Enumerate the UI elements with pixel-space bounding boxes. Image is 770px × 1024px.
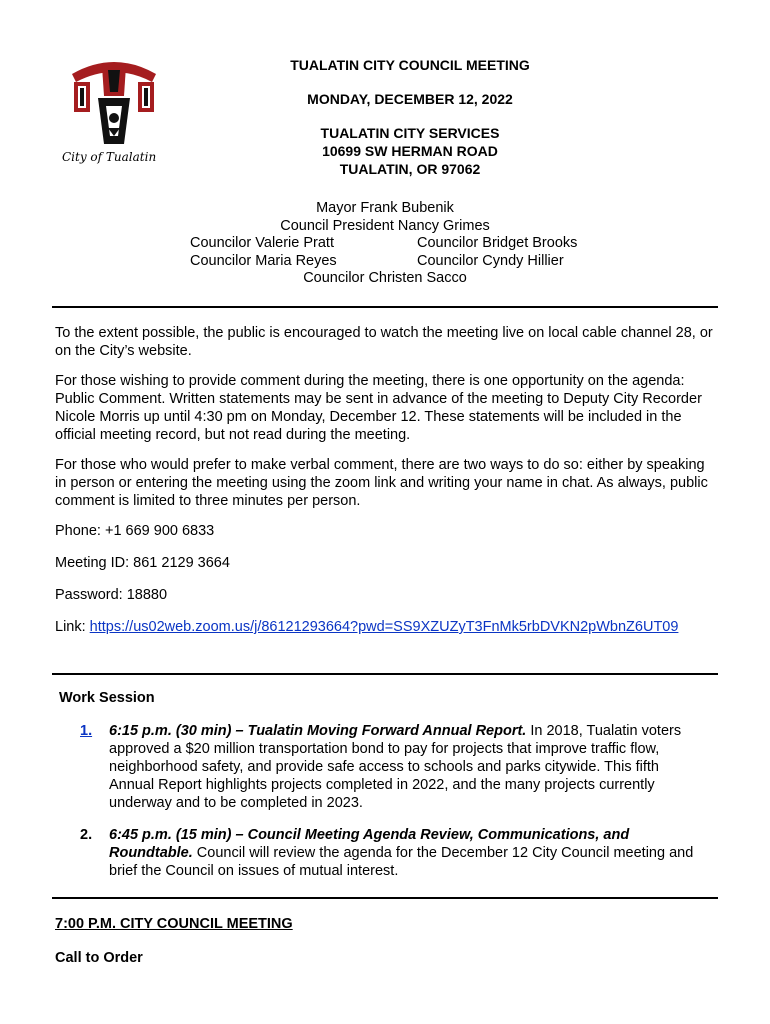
meeting-title: TUALATIN CITY COUNCIL MEETING <box>290 57 530 73</box>
agenda-item <box>80 722 700 812</box>
councilor: Councilor Maria Reyes <box>190 252 337 269</box>
venue-name: TUALATIN CITY SERVICES <box>320 125 500 141</box>
divider <box>52 306 718 308</box>
councilor: Councilor Valerie Pratt <box>190 235 334 252</box>
agenda-item-heading: 6:15 p.m. (30 min) – Tualatin Moving Forward Annual Report. <box>109 723 527 739</box>
divider <box>52 673 718 675</box>
call-to-order: Call to Order <box>55 950 143 966</box>
logo-caption: City of Tualatin <box>62 150 157 164</box>
agenda-item-heading: 6:45 p.m. (15 min) – Council Meeting Agenda Review, Communications, and Roundtable. <box>109 827 630 861</box>
meeting-date: MONDAY, DECEMBER 12, 2022 <box>307 91 513 107</box>
council-president: Council President Nancy Grimes <box>280 217 490 234</box>
zoom-link-line <box>55 618 715 636</box>
councilor: Councilor Cyndy Hillier <box>417 252 564 269</box>
zoom-link[interactable]: https://us02web.zoom.us/j/86121293664?pwd=SS9XZUZyT3FnMk5rbDVKN2pWbnZ6UT09 <box>89 619 679 635</box>
councilor: Councilor Bridget Brooks <box>417 235 578 252</box>
agenda-item <box>80 826 700 880</box>
agenda-item-text: In 2018, Tualatin voters approved a $20 million transportation bond to pay for projects that improve traffic flow, neighborhood safety, and provide safe access to schools and parks citywide. This fifth Annual Report highlights projects completed in 2022, and the many projects currently underway and to be completed in 2023. <box>109 723 682 811</box>
phone: Phone: +1 669 900 6833 <box>55 523 215 539</box>
divider <box>52 897 718 899</box>
agenda-item-number-link[interactable]: 1. <box>80 723 93 739</box>
comment-paragraph: For those wishing to provide comment during the meeting, there is one opportunity on the agenda: Public Comment. Written statements may be sent in advance of the meeting to Deputy City Recorder Nicole Morris up until 4:30 pm on Monday, December 12. These statements will be included in the official meeting record, but not read during the meeting. <box>55 373 702 443</box>
meeting-id: Meeting ID: 861 2129 3664 <box>55 555 230 571</box>
intro-paragraph: To the extent possible, the public is encouraged to watch the meeting live on local cable channel 28, or on the City’s website. <box>55 325 713 359</box>
meeting-header <box>150 56 670 178</box>
password: Password: 18880 <box>55 587 168 603</box>
councilor: Councilor Christen Sacco <box>303 270 467 287</box>
council-roster <box>0 200 770 288</box>
venue-city: TUALATIN, OR 97062 <box>339 161 481 177</box>
venue-address: 10699 SW HERMAN ROAD <box>322 143 498 159</box>
mayor: Mayor Frank Bubenik <box>316 200 454 216</box>
work-session-title: Work Session <box>59 690 155 706</box>
intro-section <box>55 324 715 648</box>
council-meeting-title: 7:00 P.M. CITY COUNCIL MEETING <box>55 916 293 932</box>
councilor-row <box>0 253 770 271</box>
verbal-comment-paragraph: For those who would prefer to make verbal comment, there are two ways to do so: either by speaking in person or entering the meeting using the zoom link and writing your name in chat. As always, public comment is limited to three minutes per person. <box>55 457 708 509</box>
councilor-row <box>0 235 770 253</box>
link-label: Link: <box>55 619 90 635</box>
agenda-item-number: 2. <box>80 827 93 843</box>
agenda-item-text: Council will review the agenda for the December 12 City Council meeting and brief the Council on issues of mutual interest. <box>109 845 694 879</box>
